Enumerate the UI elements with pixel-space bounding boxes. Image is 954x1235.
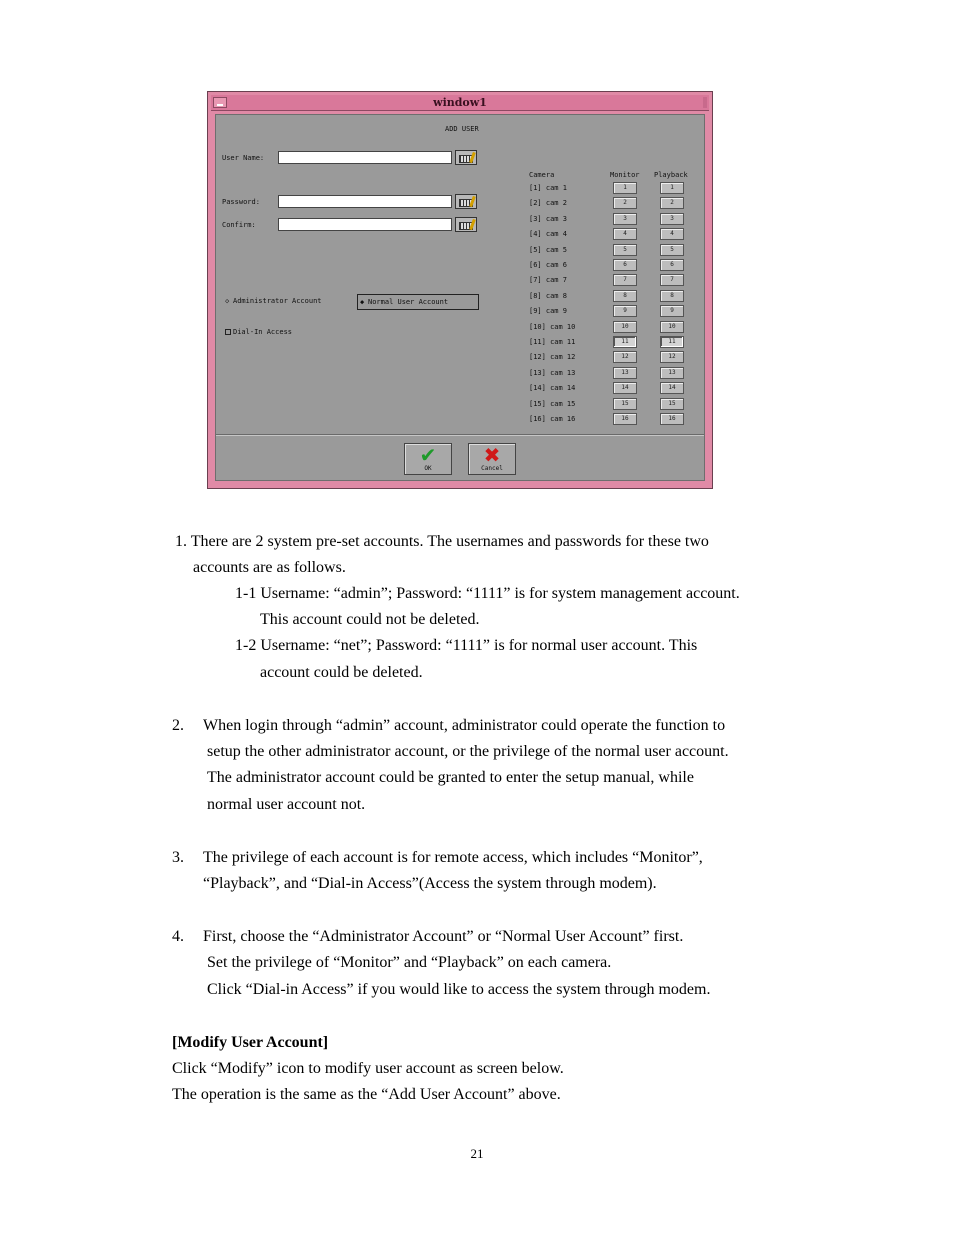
monitor-toggle-button[interactable]: 11: [613, 336, 637, 348]
camera-label: [14] cam 14: [529, 384, 576, 393]
playback-column-header: Playback: [654, 171, 688, 179]
monitor-toggle-button[interactable]: 5: [613, 244, 637, 256]
item4-number: 4.: [172, 928, 184, 945]
window-resize-handle-icon[interactable]: [703, 97, 707, 108]
playback-toggle-button[interactable]: 1: [660, 182, 684, 194]
normal-user-account-option[interactable]: [357, 294, 479, 310]
administrator-account-label: Administrator Account: [233, 297, 322, 305]
confirm-input[interactable]: [278, 218, 452, 231]
item3-line1: The privilege of each account is for remote access, which includes “Monitor”,: [203, 849, 703, 866]
ok-button[interactable]: [404, 443, 452, 475]
camera-label: [12] cam 12: [529, 353, 576, 362]
camera-label: [2] cam 2: [529, 199, 567, 208]
monitor-toggle-button[interactable]: 1: [613, 182, 637, 194]
camera-label: [9] cam 9: [529, 307, 567, 316]
playback-toggle-button[interactable]: 12: [660, 351, 684, 363]
modify-user-account-heading: [Modify User Account]: [172, 1034, 329, 1051]
monitor-toggle-button[interactable]: 13: [613, 367, 637, 379]
item1-line2: accounts are as follows.: [193, 559, 346, 576]
camera-label: [3] cam 3: [529, 214, 567, 223]
normal-user-account-label: Normal User Account: [368, 298, 449, 306]
item4-line2: Set the privilege of “Monitor” and “Playback” on each camera.: [207, 954, 612, 971]
camera-label: [5] cam 5: [529, 245, 567, 254]
camera-label: [11] cam 11: [529, 338, 576, 346]
camera-label: [15] cam 15: [529, 399, 576, 408]
monitor-toggle-button[interactable]: 10: [613, 321, 637, 333]
camera-column-header: Camera: [529, 171, 555, 179]
playback-toggle-button[interactable]: 8: [660, 290, 684, 302]
playback-toggle-button[interactable]: 5: [660, 244, 684, 256]
dialin-access-label: Dial-In Access: [233, 328, 293, 336]
checkbox-icon: [225, 329, 231, 335]
item3-line2: “Playback”, and “Dial-in Access”(Access the system through modem).: [203, 875, 657, 892]
monitor-toggle-button[interactable]: 7: [613, 274, 637, 286]
modify-line2: The operation is the same as the “Add User Account” above.: [172, 1086, 561, 1103]
item4-line3: Click “Dial-in Access” if you would like to access the system through modem.: [207, 981, 711, 998]
camera-label: [8] cam 8: [529, 291, 567, 300]
add-user-window: [207, 91, 713, 489]
monitor-toggle-button[interactable]: 9: [613, 305, 637, 317]
monitor-toggle-button[interactable]: 2: [613, 197, 637, 209]
password-label: Password:: [222, 198, 260, 206]
item3-number: 3.: [172, 849, 184, 866]
camera-label: [16] cam 16: [529, 415, 576, 423]
user-name-keyboard-icon[interactable]: [455, 150, 477, 165]
window-titlebar[interactable]: [211, 95, 709, 111]
camera-label: [13] cam 13: [529, 368, 576, 377]
monitor-column-header: Monitor: [610, 171, 640, 179]
monitor-toggle-button[interactable]: 15: [613, 398, 637, 410]
item2-line4: normal user account not.: [207, 796, 366, 813]
button-separator: [216, 434, 704, 436]
playback-toggle-button[interactable]: 10: [660, 321, 684, 333]
user-name-label: User Name:: [222, 154, 265, 162]
page-number: 21: [470, 1146, 484, 1161]
item4-line1: First, choose the “Administrator Account” or “Normal User Account” first.: [203, 928, 684, 945]
add-user-heading: ADD USER: [445, 125, 479, 133]
radio-diamond-icon: ◇: [225, 297, 230, 305]
playback-toggle-button[interactable]: 11: [660, 336, 684, 348]
camera-label: [7] cam 7: [529, 276, 567, 285]
item2-line2: setup the other administrator account, or the privilege of the normal user account.: [207, 743, 729, 760]
modify-line1: Click “Modify” icon to modify user account as screen below.: [172, 1060, 564, 1077]
item2-line3: The administrator account could be granted to enter the setup manual, while: [207, 769, 694, 786]
monitor-toggle-button[interactable]: 4: [613, 228, 637, 240]
item1-2-line1: 1-2 Username: “net”; Password: “1111” is for normal user account. This: [235, 637, 698, 654]
cancel-label: Cancel: [481, 465, 503, 472]
password-input[interactable]: [278, 195, 452, 208]
password-keyboard-icon[interactable]: [455, 194, 477, 209]
confirm-label: Confirm:: [222, 221, 256, 229]
playback-toggle-button[interactable]: 4: [660, 228, 684, 240]
monitor-toggle-button[interactable]: 8: [613, 290, 637, 302]
monitor-toggle-button[interactable]: 14: [613, 382, 637, 394]
item2-number: 2.: [172, 717, 184, 734]
playback-toggle-button[interactable]: 9: [660, 305, 684, 317]
item1-line1: 1. There are 2 system pre-set accounts. The usernames and passwords for these two: [175, 533, 709, 550]
playback-toggle-button[interactable]: 16: [660, 413, 684, 425]
ok-label: OK: [424, 465, 432, 472]
playback-toggle-button[interactable]: 2: [660, 197, 684, 209]
camera-label: [4] cam 4: [529, 230, 567, 239]
item1-1-line2: This account could not be deleted.: [260, 611, 480, 628]
playback-toggle-button[interactable]: 3: [660, 213, 684, 225]
cross-icon: ✖: [483, 443, 501, 467]
camera-label: [6] cam 6: [529, 261, 567, 269]
playback-toggle-button[interactable]: 6: [660, 259, 684, 271]
item2-line1: When login through “admin” account, administrator could operate the function to: [203, 717, 726, 734]
camera-label: [1] cam 1: [529, 184, 567, 192]
item1-2-line2: account could be deleted.: [260, 664, 423, 681]
cancel-button[interactable]: [468, 443, 516, 475]
item1-1-line1: 1-1 Username: “admin”; Password: “1111” is for system management account.: [235, 585, 740, 602]
monitor-toggle-button[interactable]: 6: [613, 259, 637, 271]
playback-toggle-button[interactable]: 15: [660, 398, 684, 410]
playback-toggle-button[interactable]: 13: [660, 367, 684, 379]
window-title: window1: [433, 96, 487, 109]
checkmark-icon: ✔: [419, 443, 437, 467]
playback-toggle-button[interactable]: 14: [660, 382, 684, 394]
camera-label: [10] cam 10: [529, 322, 576, 331]
radio-diamond-selected-icon: ◆: [360, 298, 365, 306]
playback-toggle-button[interactable]: 7: [660, 274, 684, 286]
monitor-toggle-button[interactable]: 3: [613, 213, 637, 225]
window-client-area: [215, 114, 705, 481]
confirm-keyboard-icon[interactable]: [455, 217, 477, 232]
monitor-toggle-button[interactable]: 16: [613, 413, 637, 425]
monitor-toggle-button[interactable]: 12: [613, 351, 637, 363]
user-name-input[interactable]: [278, 151, 452, 164]
